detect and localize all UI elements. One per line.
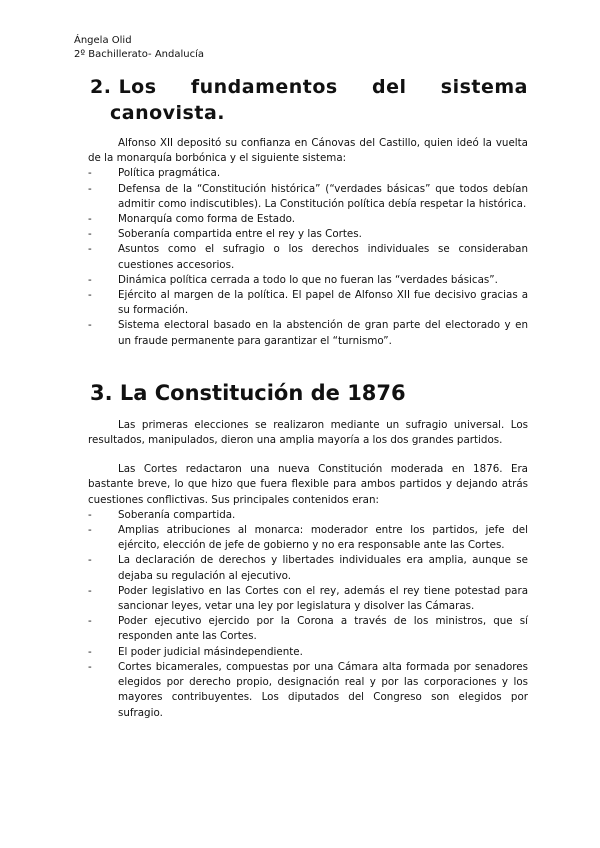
section-2-heading <box>90 74 528 126</box>
list-item: - Soberanía compartida. <box>88 508 528 523</box>
section-3-heading: 3. La Constitución de 1876 <box>90 380 406 405</box>
section-3-paragraph-2: Las Cortes redactaron una nueva Constitución moderada en 1876. Era bastante breve, lo que hizo que fuera flexible para ambos partidos y dejando atrás cuestiones conflictivas. Sus principales contenidos eran: <box>88 463 528 506</box>
list-item: - Amplias atribuciones al monarca: moderador entre los partidos, jefe del ejército, elección de jefe de gobierno y no era responsable ante las Cortes. <box>88 523 528 553</box>
section-3-paragraph-1: Las primeras elecciones se realizaron mediante un sufragio universal. Los resultados, manipulados, dieron una amplia mayoría a los dos grandes partidos. <box>88 418 528 447</box>
list-item: - Sistema electoral basado en la abstención de gran parte del electorado y en un fraude permanente para garantizar el “turnismo”. <box>88 318 528 348</box>
list-item: - Política pragmática. <box>88 166 528 181</box>
section-2-title-word: Los <box>118 76 157 98</box>
list-item: - Monarquía como forma de Estado. <box>88 212 528 227</box>
list-item: - Poder ejecutivo ejercido por la Corona a través de los ministros, que sí responden ante las Cortes. <box>88 614 528 644</box>
list-item: - Asuntos como el sufragio o los derechos individuales se consideraban cuestiones accesorios. <box>88 242 528 272</box>
list-item: - La declaración de derechos y libertades individuales era amplia, aunque se dejaba su regulación al ejecutivo. <box>88 553 528 583</box>
list-item: - Cortes bicamerales, compuestas por una Cámara alta formada por senadores elegidos por derecho propio, designación real y por las corporaciones y los mayores contribuyentes. Los diputados del Congreso son elegidos por sufragio. <box>88 660 528 721</box>
section-2-title-word: fundamentos <box>190 76 338 98</box>
document-body <box>90 74 528 721</box>
list-item: - Defensa de la “Constitución histórica” (“verdades básicas” que todos debían admitir como indiscutibles). La Constitución política debía respetar la histórica. <box>88 182 528 212</box>
section-3-list <box>90 508 528 721</box>
list-item: - Soberanía compartida entre el rey y las Cortes. <box>88 227 528 242</box>
section-2-title-word: sistema <box>440 76 528 98</box>
author-name: Ángela Olid <box>74 35 132 46</box>
page-header <box>74 34 204 62</box>
section-2-title-word: del <box>372 76 407 98</box>
section-2-number: 2. <box>90 76 112 98</box>
course-name: 2º Bachillerato- Andalucía <box>74 49 204 60</box>
section-2-intro: Alfonso XII depositó su confianza en Cánovas del Castillo, quien ideó la vuelta de la monarquía borbónica y el siguiente sistema: <box>88 137 528 165</box>
list-item: - Poder legislativo en las Cortes con el rey, además el rey tiene potestad para sancionar leyes, vetar una ley por legislatura y disolver las Cámaras. <box>88 584 528 614</box>
section-2-number-word-los <box>90 74 157 100</box>
list-item: - El poder judicial másindependiente. <box>88 645 528 660</box>
section-2-title-line-2: canovista. <box>110 102 225 124</box>
section-2-list <box>90 166 528 348</box>
list-item: - Dinámica política cerrada a todo lo que no fueran las “verdades básicas”. <box>88 273 528 288</box>
list-item: - Ejército al margen de la política. El papel de Alfonso XII fue decisivo gracias a su formación. <box>88 288 528 318</box>
